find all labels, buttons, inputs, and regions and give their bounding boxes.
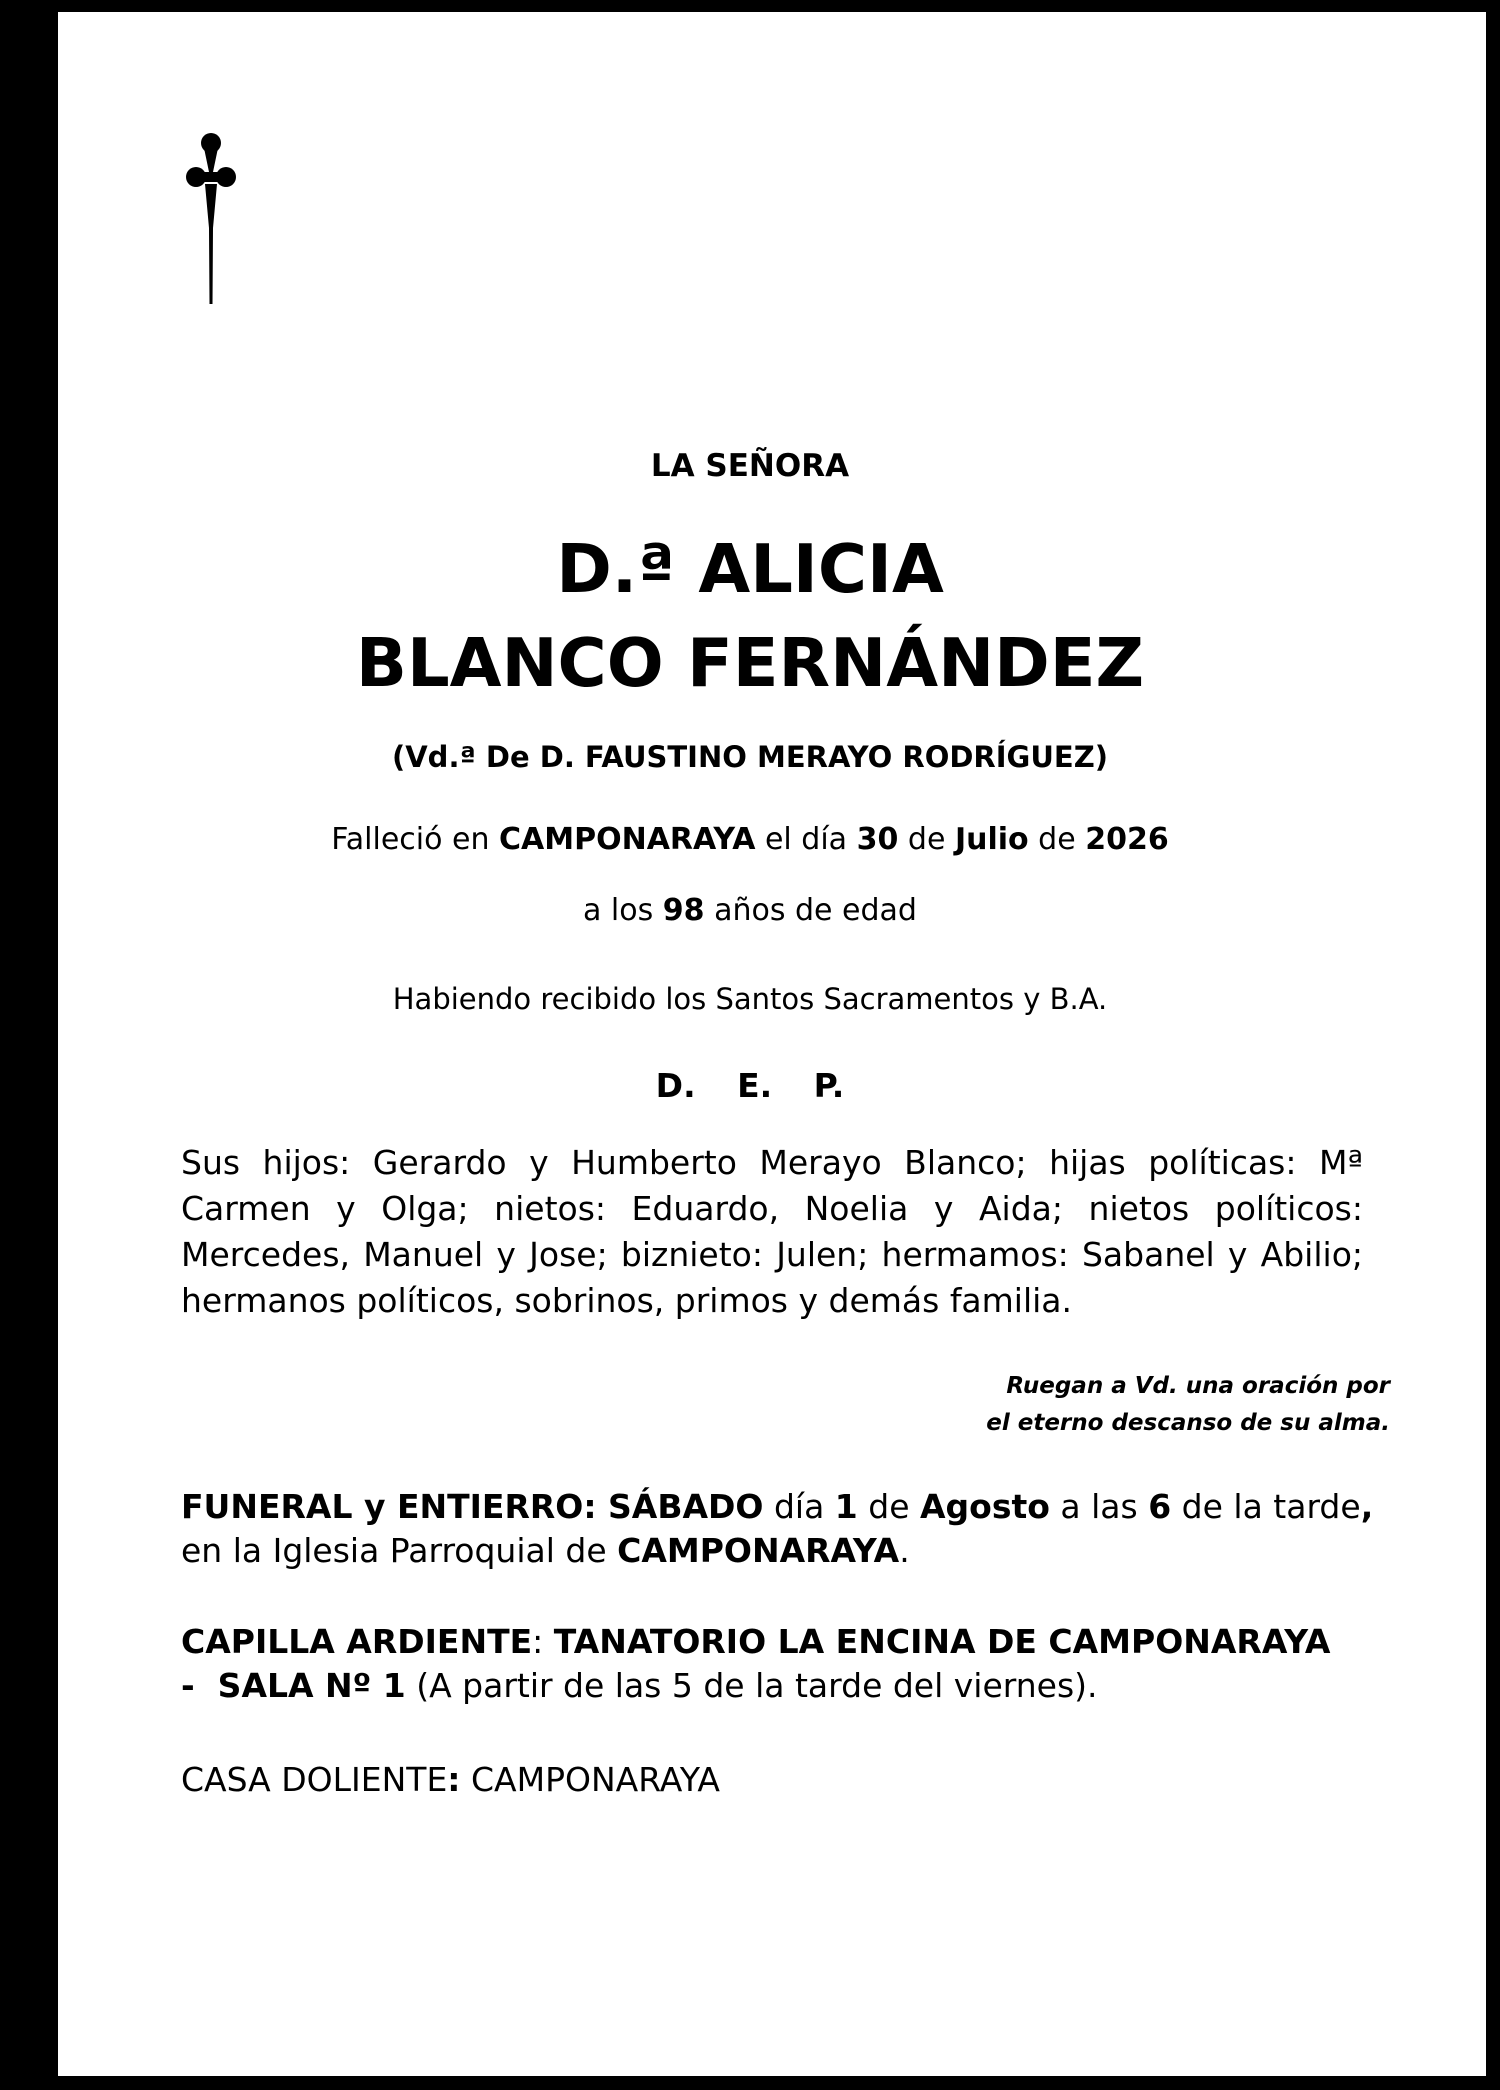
dep-initials: D. E. P.	[655, 1066, 845, 1105]
sacraments-line: Habiendo recibido los Santos Sacramentos y B.A.	[392, 982, 1108, 1016]
intro-heading: LA SEÑORA	[650, 448, 850, 484]
death-statement: Falleció en CAMPONARAYA el día 30 de Julio de 2026	[331, 822, 1169, 857]
capilla-info: CAPILLA ARDIENTE: TANATORIO LA ENCINA DE CAMPONARAYA - SALA Nº 1 (A partir de las 5 de la tarde del viernes).	[181, 1622, 1331, 1705]
prayer-request: Ruegan a Vd. una oración por el eterno descanso de su alma.	[986, 1373, 1390, 1436]
casa-doliente: CASA DOLIENTE: CAMPONARAYA	[181, 1760, 720, 1799]
age-statement: a los 98 años de edad	[583, 893, 917, 928]
deceased-name	[0, 522, 1500, 710]
funeral-info: FUNERAL y ENTIERRO: SÁBADO día 1 de Agosto a las 6 de la tarde, en la Iglesia Parroquial de CAMPONARAYA.	[181, 1487, 1374, 1570]
name-line-1: D.ª ALICIA	[556, 530, 944, 608]
name-line-2: BLANCO FERNÁNDEZ	[355, 624, 1145, 702]
family-paragraph: Sus hijos: Gerardo y Humberto Merayo Blanco; hijas políticas: Mª Carmen y Olga; nietos: Eduardo, Noelia y Aida; nietos políticos: Mercedes, Manuel y Jose; biznieto: Julen; hermamos: Sabanel y Abilio; hermanos políticos, sobrinos, primos y demás familia.	[181, 1143, 1363, 1320]
widow-of: (Vd.ª De D. FAUSTINO MERAYO RODRÍGUEZ)	[391, 740, 1108, 774]
cross-icon	[186, 132, 236, 307]
